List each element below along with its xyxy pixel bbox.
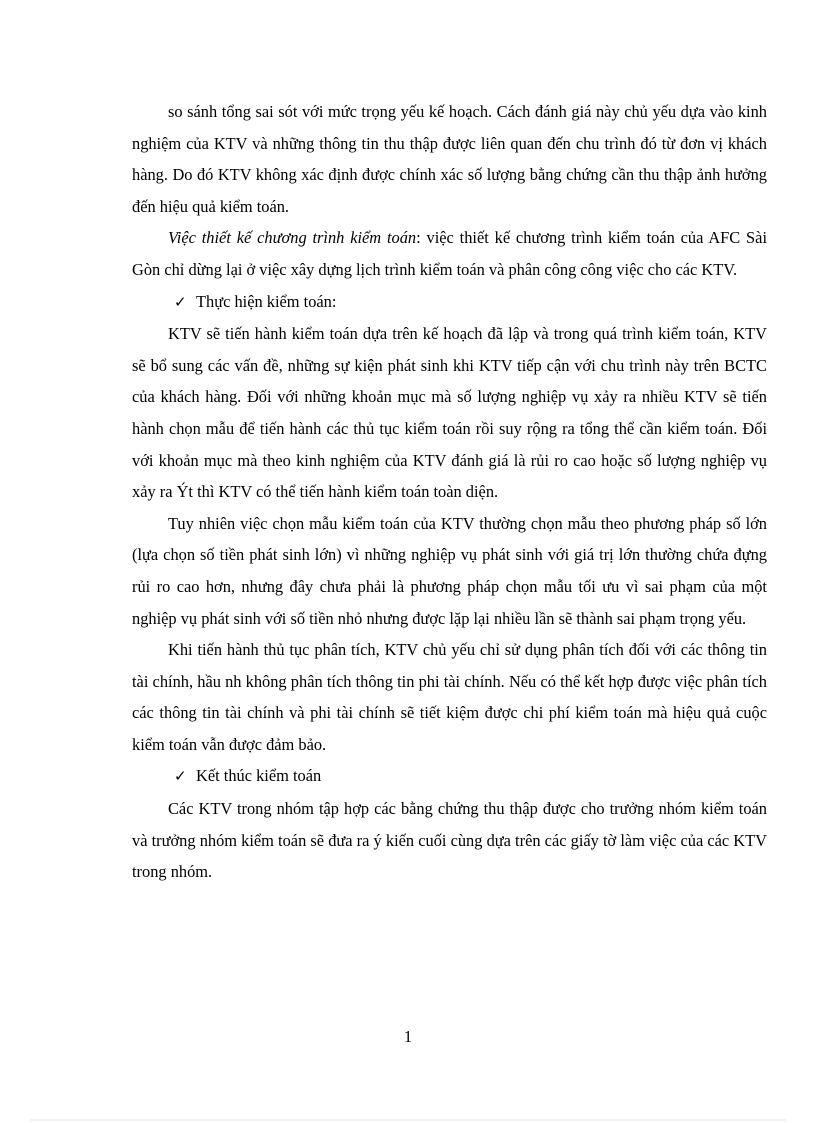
- paragraph-audit-execution: [132, 318, 767, 508]
- paragraph-text: KTV sẽ tiến hành kiểm toán dựa trên kế hoạch đã lập và trong quá trình kiểm toán, KTV sẽ bổ sung các vấn đề, những sự kiện phát sinh khi KTV tiếp cận với chu trình này trên BCTC của khách hàng. Đối với những khoản mục mà số lượng nghiệp vụ xảy ra nhiều KTV sẽ tiến hành chọn mẫu để tiến hành các thủ tục kiểm toán rồi suy rộng ra tổng thể cần kiểm toán. Đối với khoản mục mà theo kinh nghiệm của KTV đánh giá là rủi ro cao hoặc số lượng nghiệp vụ xảy ra Ýt thì KTV có thể tiến hành kiểm toán toàn diện.: [132, 324, 767, 502]
- paragraph-sampling: [132, 508, 767, 634]
- checkmark-icon: ✓: [174, 767, 187, 786]
- paragraph-text: so sánh tổng sai sót với mức trọng yếu kế hoạch. Cách đánh giá này chủ yếu dựa vào kinh nghiệm của KTV và những thông tin thu thập được liên quan đến chu trình đó từ đơn vị khách hàng. Do đó KTV không xác định được chính xác số lượng bằng chứng cần thu thập ảnh hưởng đến hiệu quả kiểm toán.: [132, 102, 767, 216]
- page-body: [132, 96, 767, 888]
- paragraph-program-design: [132, 222, 767, 285]
- paragraph-label: Việc thiết kế chương trình kiểm toán: [168, 228, 417, 248]
- paragraph-audit-completion: [132, 793, 767, 888]
- bullet-text: Kết thúc kiểm toán: [196, 766, 322, 786]
- paragraph-text: Tuy nhiên việc chọn mẫu kiểm toán của KTV thường chọn mẫu theo phương pháp số lớn (lựa chọn số tiền phát sinh lớn) vì những nghiệp vụ phát sinh với giá trị lớn thường chứa đựng rủi ro cao hơn, nhưng đây chưa phải là phương pháp chọn mẫu tối ưu vì sai phạm của một nghiệp vụ phát sinh với số tiền nhỏ nhưng được lặp lại nhiều lần sẽ thành sai phạm trọng yếu.: [132, 513, 767, 628]
- paragraph-text: Các KTV trong nhóm tập hợp các bằng chứng thu thập được cho trưởng nhóm kiểm toán và trưởng nhóm kiểm toán sẽ đưa ra ý kiến cuối cùng dựa trên các giấy tờ làm việc của các KTV trong nhóm.: [132, 799, 767, 882]
- checkmark-icon: ✓: [174, 292, 187, 311]
- bullet-audit-completion: [132, 760, 767, 793]
- paragraph-analytical-procedures: [132, 634, 767, 760]
- page-bottom-edge: [30, 1119, 786, 1121]
- bullet-text: Thực hiện kiểm toán:: [196, 291, 337, 311]
- paragraph-error-evaluation: [132, 96, 767, 222]
- paragraph-text: : việc thiết kế chương trình kiểm toán của AFC Sài Gòn chỉ dừng lại ở việc xây dựng lịch trình kiểm toán và phân công công việc cho các KTV.: [132, 228, 767, 279]
- page-number: 1: [403, 1027, 413, 1046]
- paragraph-text: Khi tiến hành thủ tục phân tích, KTV chủ yếu chỉ sử dụng phân tích đối với các thông tin tài chính, hầu nh không phân tích thông tin phi tài chính. Nếu có thể kết hợp được việc phân tích các thông tin tài chính và phi tài chính sẽ tiết kiệm được chi phí kiểm toán mà hiệu quả cuộc kiểm toán vẫn được đảm bảo.: [132, 640, 767, 754]
- bullet-audit-execution: [132, 286, 767, 319]
